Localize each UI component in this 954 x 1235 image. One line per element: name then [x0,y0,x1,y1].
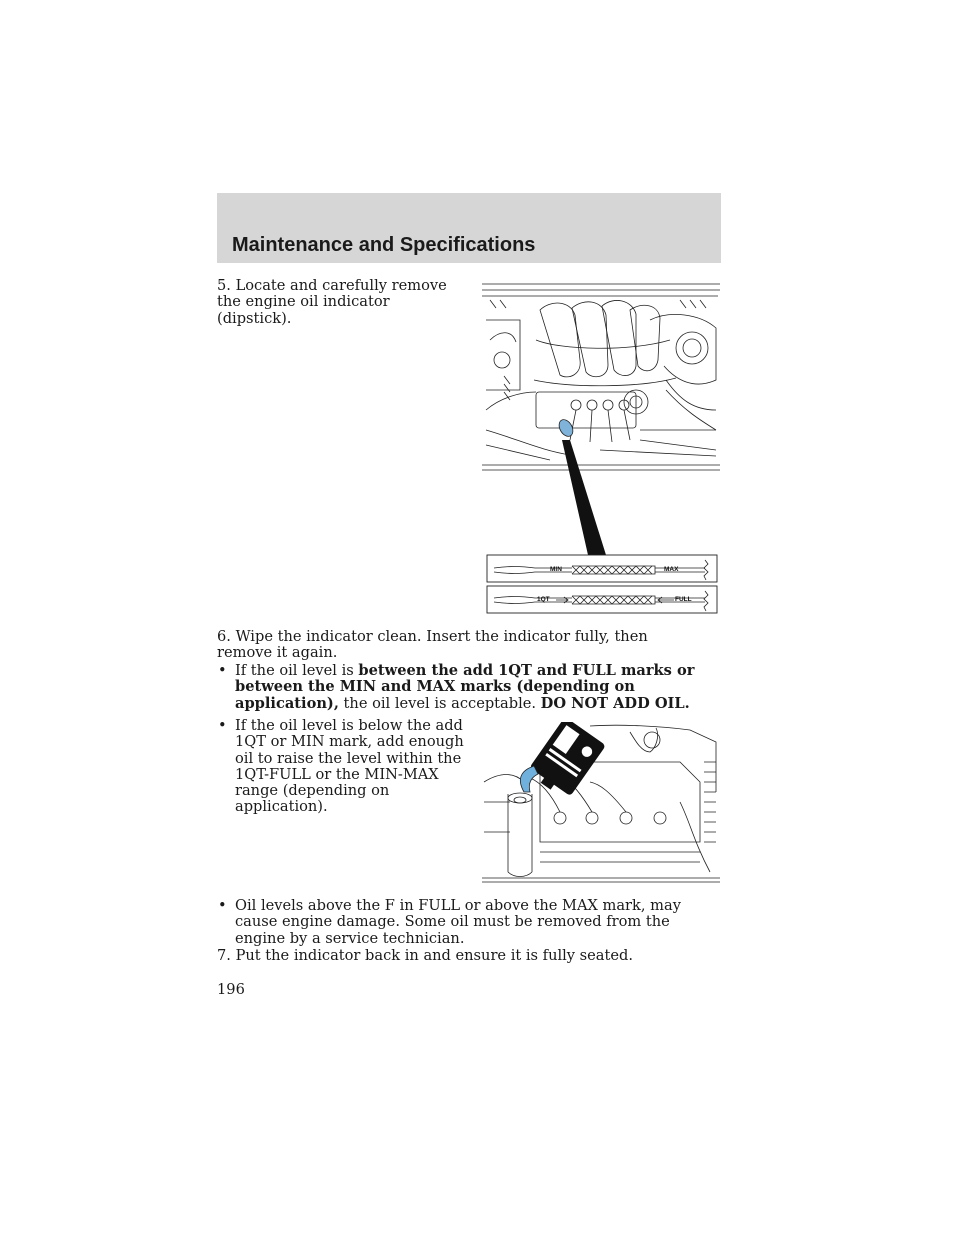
dipstick-max-label: MAX [664,566,679,573]
step-5-text: 5. Locate and carefully remove the engine oil indicator (dipstick). [217,277,447,327]
page-title: Maintenance and Specifications [232,234,536,256]
bullet-2-text: If the oil level is below the add 1QT or MIN mark, add enough oil to raise the level within the 1QT-FULL or the MIN-MAX range (depending on application). [235,717,464,816]
section-header [217,193,721,263]
bullet-marker: • [218,717,227,734]
dipstick-min-label: MIN [550,566,562,573]
bullet-3-text: Oil levels above the F in FULL or above the MAX mark, may cause engine damage. Some oil must be removed from the engine by a service technician. [235,897,681,947]
dipstick-1qt-label: 1QT [537,596,550,603]
engine-dipstick-illustration [480,280,722,614]
bullet-marker: • [218,897,227,914]
page-number: 196 [217,981,245,998]
dipstick-full-label: FULL [675,596,692,603]
bullet-1-text: If the oil level is between the add 1QT and FULL marks or between the MIN and MAX marks (depending on application), the oil level is acceptable. DO NOT ADD OIL. [235,662,695,712]
step-7-text: 7. Put the indicator back in and ensure it is fully seated. [217,947,633,964]
bullet-marker: • [218,662,227,679]
oil-pouring-illustration [480,722,722,884]
step-6-text: 6. Wipe the indicator clean. Insert the indicator fully, then remove it again. [217,628,648,662]
